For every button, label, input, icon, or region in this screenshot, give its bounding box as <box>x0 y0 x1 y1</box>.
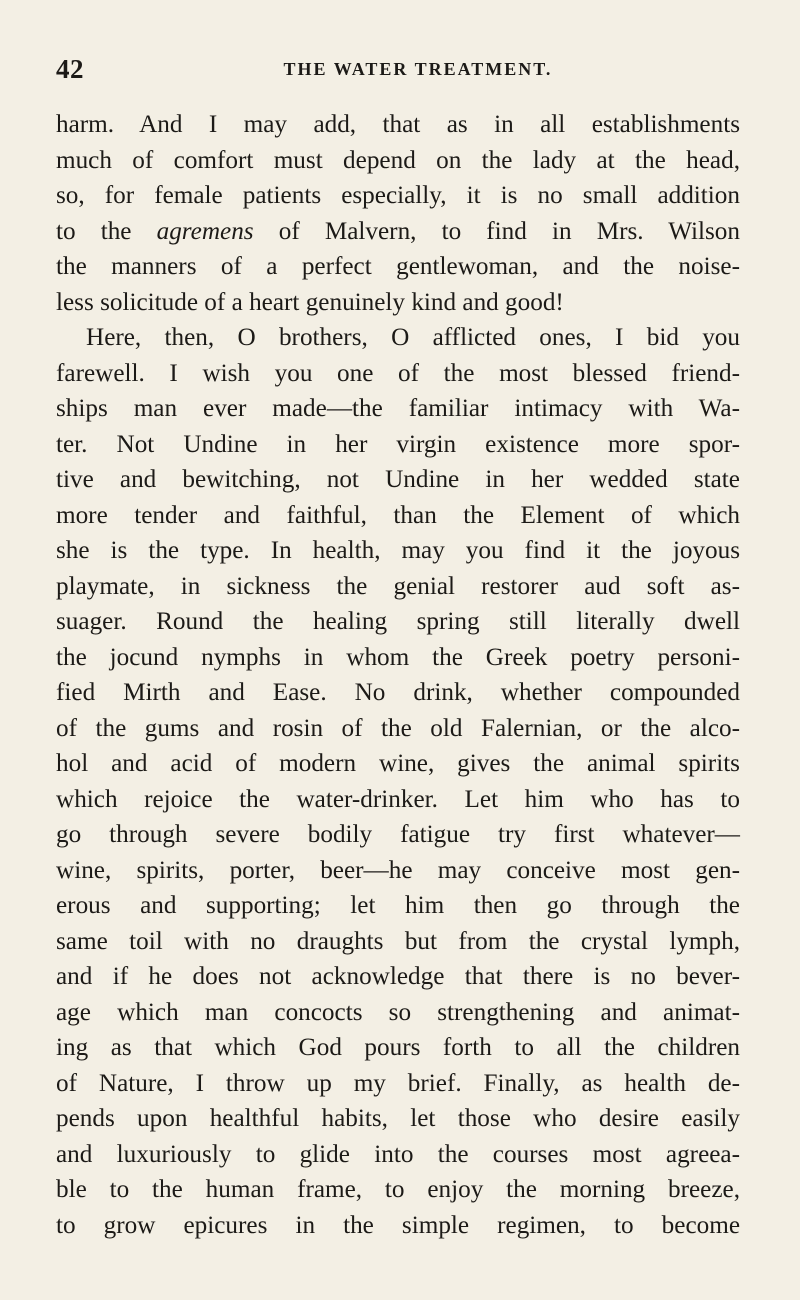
text-line: age which man concocts so strengthening and animat- <box>56 998 740 1026</box>
text-line: harm. And I may add, that as in all establishments <box>56 111 740 138</box>
text-line: erous and supporting; let him then go through the <box>56 892 740 919</box>
text-segment: to the <box>56 217 157 245</box>
paragraph-end-line: less solicitude of a heart genuinely kind and good! <box>56 288 564 316</box>
text-line: more tender and faithful, than the Element of which <box>56 501 740 529</box>
text-line: suager. Round the healing spring still literally dwell <box>56 608 740 635</box>
text-line: farewell. I wish you one of the most blessed friend- <box>56 359 740 387</box>
text-line: which rejoice the water-drinker. Let him who has to <box>56 785 740 813</box>
text-segment: of Malvern, to find in Mrs. Wilson <box>253 217 740 245</box>
text-line: pends upon healthful habits, let those who desire easily <box>56 1105 740 1132</box>
text-line: to grow epicures in the simple regimen, to become <box>56 1211 740 1239</box>
running-head <box>56 54 740 94</box>
text-line: ble to the human frame, to enjoy the morning breeze, <box>56 1176 740 1203</box>
text-line: of Nature, I throw up my brief. Finally, as health de- <box>56 1069 740 1097</box>
text-line <box>56 214 740 250</box>
running-title: THE WATER TREATMENT. <box>283 59 553 79</box>
text-line: and luxuriously to glide into the courses most agreea- <box>56 1140 740 1168</box>
text-line: she is the type. In health, may you find it the joyous <box>56 537 740 564</box>
text-line: hol and acid of modern wine, gives the animal spirits <box>56 750 740 777</box>
body-text <box>56 107 740 1243</box>
text-line: go through severe bodily fatigue try first whatever— <box>56 821 740 848</box>
text-line: playmate, in sickness the genial restorer aud soft as- <box>56 572 740 600</box>
paragraph-start-line: Here, then, O brothers, O afflicted ones, I bid you <box>86 324 740 351</box>
text-line: ter. Not Undine in her virgin existence more spor- <box>56 430 740 458</box>
text-line: much of comfort must depend on the lady at the head, <box>56 146 740 174</box>
text-line: tive and bewitching, not Undine in her wedded state <box>56 466 740 493</box>
text-line: ing as that which God pours forth to all the children <box>56 1034 740 1061</box>
text-line: ships man ever made—the familiar intimacy with Wa- <box>56 395 740 422</box>
text-line: so, for female patients especially, it is no small addition <box>56 182 740 209</box>
text-line: the manners of a perfect gentlewoman, and the noise- <box>56 253 740 280</box>
text-line: same toil with no draughts but from the crystal lymph, <box>56 927 740 955</box>
text-line: wine, spirits, porter, beer—he may conceive most gen- <box>56 856 740 884</box>
text-line: of the gums and rosin of the old Falernian, or the alco- <box>56 714 740 742</box>
text-line: the jocund nymphs in whom the Greek poetry personi- <box>56 643 740 671</box>
text-line: fied Mirth and Ease. No drink, whether compounded <box>56 679 740 706</box>
page-number: 42 <box>56 54 84 84</box>
text-line: and if he does not acknowledge that there is no bever- <box>56 963 740 990</box>
italic-word: agremens <box>156 217 254 245</box>
